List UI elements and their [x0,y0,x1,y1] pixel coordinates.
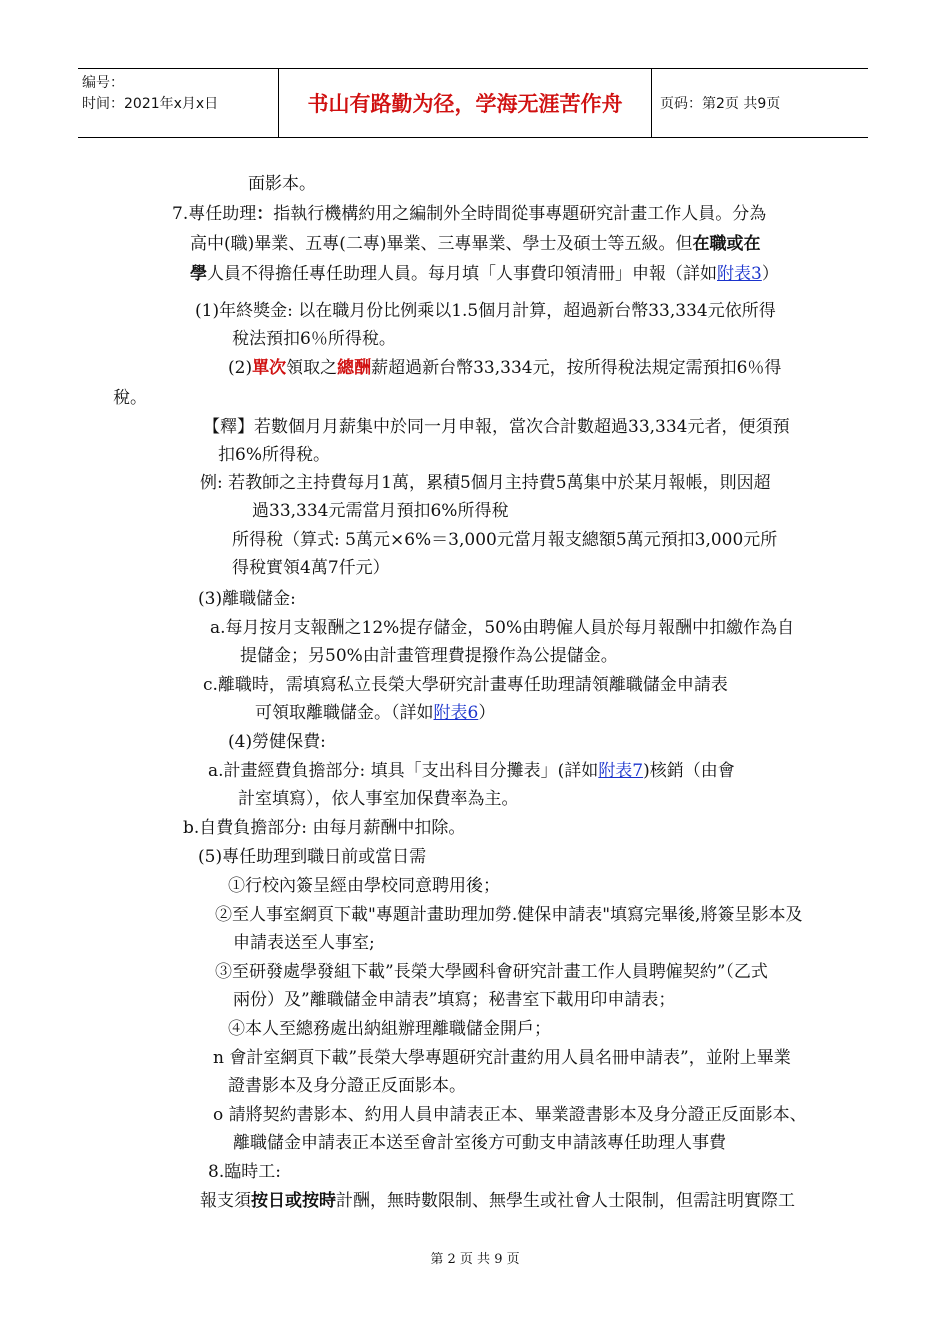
text-line: (2)單次領取之總酬薪超過新台幣33,334元，按所得稅法規定需預扣6％得 [228,358,782,378]
text-line: 兩份）及”離職儲金申請表”填寫；秘書室下載用印申請表； [233,990,676,1010]
text-line: 面影本。 [248,174,316,194]
text-line: 7.專任助理：指執行機構約用之編制外全時間從事專題研究計畫工作人員。分為 [172,204,767,224]
text-line: a.每月按月支報酬之12%提存儲金，50%由聘僱人員於每月報酬中扣繳作為自 [210,618,795,638]
text-line: 稅法預扣6％所得稅。 [232,329,396,349]
text-line: ④本人至總務處出納組辦理離職儲金開戶； [228,1019,551,1039]
text-line: (4)勞健保費: [228,732,326,752]
appendix-7-link[interactable]: 附表7 [598,761,644,781]
text-line: 高中(職)畢業、五專(二專)畢業、三專畢業、學士及碩士等五級。但在職或在 [190,234,761,254]
text-line: 申請表送至人事室; [233,933,375,953]
page-header [78,68,868,138]
text-line: c.離職時，需填寫私立長榮大學研究計畫專任助理請領離職儲金申請表 [203,675,728,695]
page-footer: 第 2 页 共 9 页 [430,1252,520,1267]
text-line: (1)年終獎金: 以在職月份比例乘以1.5個月計算，超過新台幣33,334元依所得 [195,301,776,321]
text-line: ③至研發處學發組下載”長榮大學國科會研究計畫工作人員聘僱契約”（乙式 [215,962,768,982]
text-line: 證書影本及身分證正反面影本。 [228,1076,466,1096]
text-line: o 請將契約書影本、約用人員申請表正本、畢業證書影本及身分證正反面影本、 [213,1105,807,1125]
text-line: n 會計室網頁下載”長榮大學專題研究計畫約用人員名冊申請表”，並附上畢業 [213,1048,791,1068]
text-line: 可領取離職儲金。（詳如附表6） [255,703,496,723]
header-info-cell [78,69,279,137]
text-line: 提儲金；另50%由計畫管理費提撥作為公提儲金。 [240,646,618,666]
text-line: (5)專任助理到職日前或當日需 [198,847,427,867]
text-line: 稅。 [113,388,147,408]
text-line: 報支須按日或按時計酬，無時數限制、無學生或社會人士限制，但需註明實際工 [200,1191,795,1211]
text-line: 得稅實領4萬7仟元） [232,558,390,578]
text-line: a.計畫經費負擔部分: 填具「支出科目分攤表」(詳如附表7)核銷（由會 [208,761,735,781]
appendix-6-link[interactable]: 附表6 [433,703,479,723]
text-line: ①行校內簽呈經由學校同意聘用後； [228,876,500,896]
text-line: 8.臨時工: [208,1162,281,1182]
text-line: 扣6%所得稅。 [218,445,330,465]
text-line: 所得稅（算式: 5萬元×6%＝3,000元當月報支總額5萬元預扣3,000元所 [232,530,778,550]
page-label: 页码：第2页 共9页 [660,96,781,112]
appendix-3-link[interactable]: 附表3 [717,264,762,284]
number-label: 编号： [82,75,124,91]
text-line: ②至人事室網頁下載"專題計畫助理加勞.健保申請表"填寫完畢後,將簽呈影本及 [215,905,803,925]
text-line: b.自費負擔部分: 由每月薪酬中扣除。 [183,818,466,838]
text-line: 計室填寫），依人事室加保費率為主。 [238,789,519,809]
text-line: 過33,334元需當月預扣6%所得稅 [252,501,509,521]
text-line: 學人員不得擔任專任助理人員。每月填「人事費印領清冊」申報（詳如附表3） [190,264,779,284]
time-label: 时间：2021年x月x日 [82,96,219,112]
text-line: 例: 若教師之主持費每月1萬，累積5個月主持費5萬集中於某月報帳，則因超 [200,473,771,493]
motto: 书山有路勤为径，学海无涯苦作舟 [279,69,652,137]
text-line: 【釋】若數個月月薪集中於同一月申報，當次合計數超過33,334元者，便須預 [203,417,790,437]
text-line: (3)離職儲金: [198,589,296,609]
text-line: 離職儲金申請表正本送至會計室後方可動支申請該專任助理人事費 [233,1133,726,1153]
